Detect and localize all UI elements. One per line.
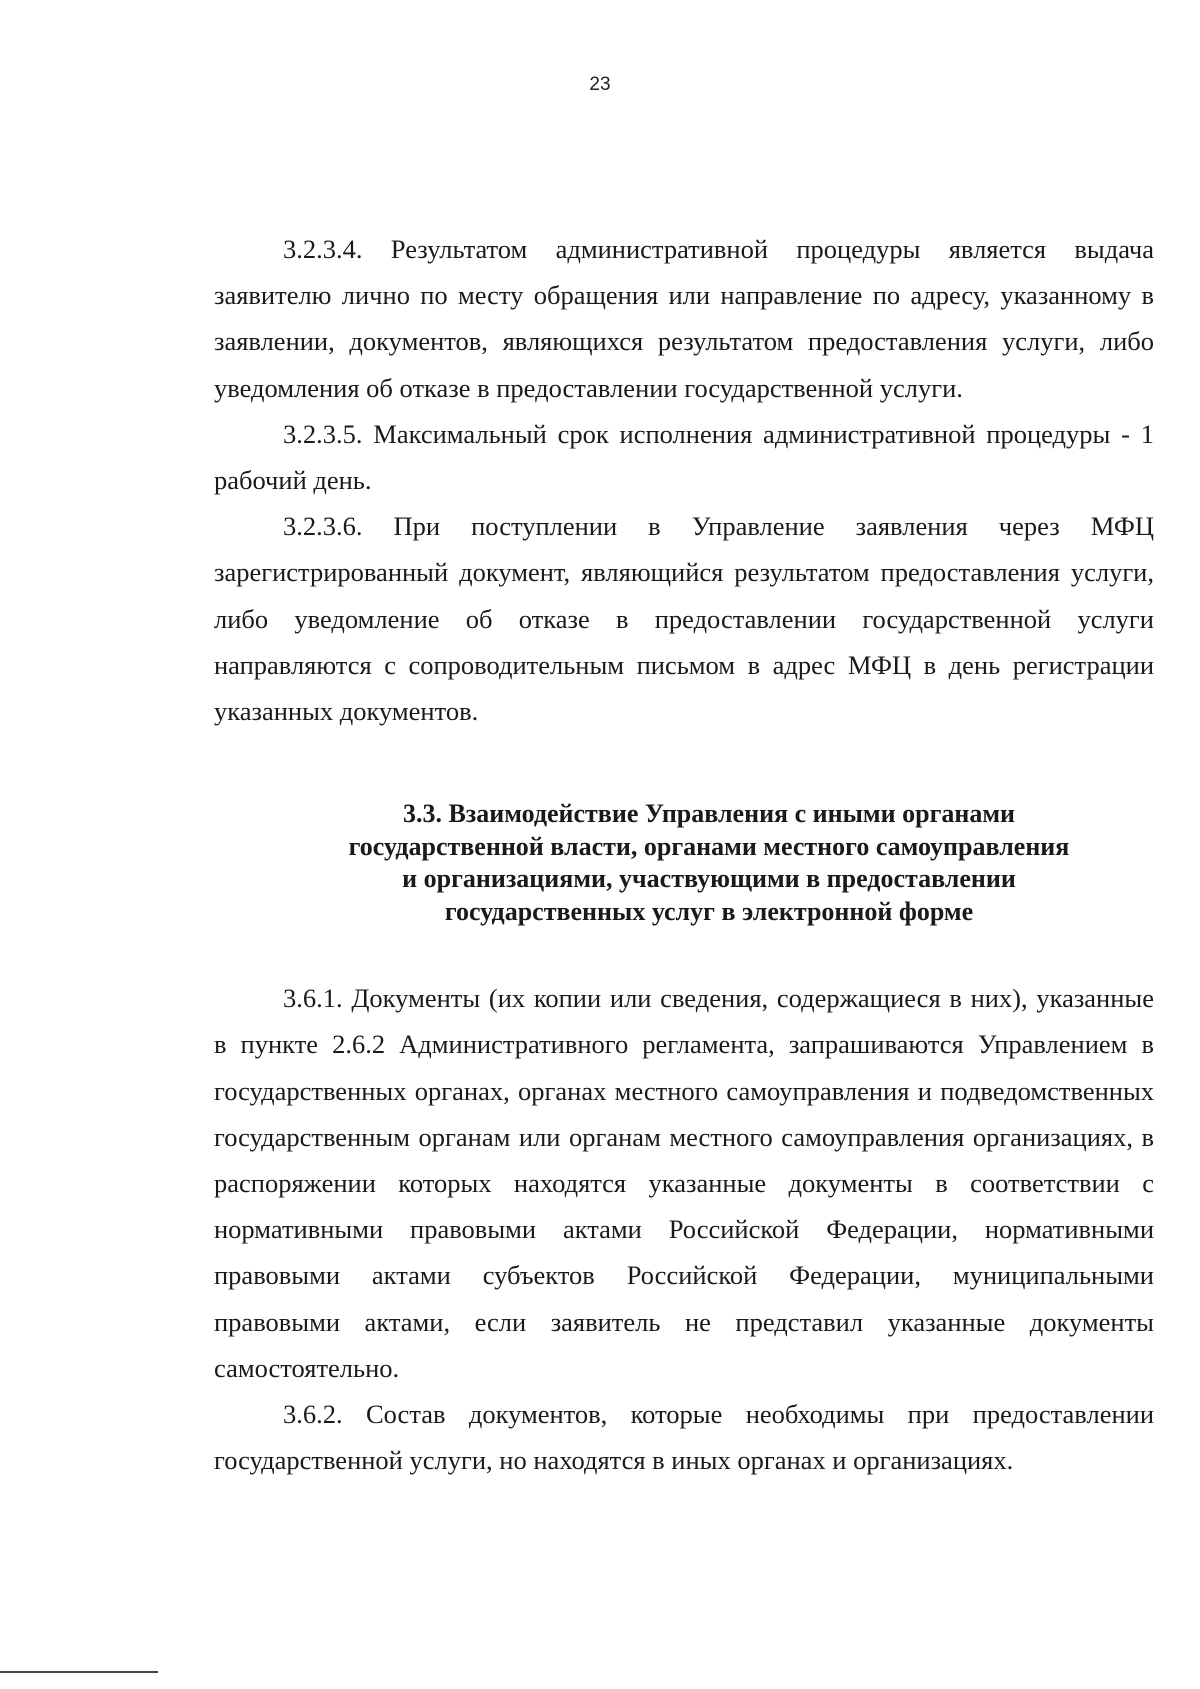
section-heading-line: государственной власти, органами местного самоуправления xyxy=(348,831,1070,861)
paragraph-3-6-2: 3.6.2. Состав документов, которые необходимы при предоставлении государственной услуги, но находятся в иных органах и организациях. xyxy=(214,1399,1154,1476)
section-heading-line: 3.3. Взаимодействие Управления с иными органами xyxy=(402,799,1016,829)
document-body xyxy=(214,226,1154,1483)
page-number: 23 xyxy=(589,74,611,95)
section-heading-line: и организациями, участвующими в предоставлении xyxy=(402,864,1016,894)
paragraph-3-2-3-4: 3.2.3.4. Результатом административной процедуры является выдача заявителю лично по месту обращения или направление по адресу, указанному в заявлении, документов, являющихся результатом предоставления услуги, либо уведомления об отказе в предоставлении государственной услуги. xyxy=(214,234,1154,403)
paragraph-3-2-3-6: 3.2.3.6. При поступлении в Управление заявления через МФЦ зарегистрированный документ, являющийся результатом предоставления услуги, либо уведомление об отказе в предоставлении государственной услуги направляются с сопроводительным письмом в адрес МФЦ в день регистрации указанных документов. xyxy=(214,511,1154,727)
section-heading-line: государственных услуг в электронной форме xyxy=(444,896,974,926)
footnote-separator-line xyxy=(0,1671,158,1673)
section-heading-3-3 xyxy=(214,798,1154,928)
paragraph-3-2-3-5: 3.2.3.5. Максимальный срок исполнения административной процедуры - 1 рабочий день. xyxy=(214,418,1154,496)
paragraph-3-6-1: 3.6.1. Документы (их копии или сведения, содержащиеся в них), указанные в пункте 2.6.2 Административного регламента, запрашиваются Управлением в государственных органах, органах местного самоуправления и подведомственных государственным органам или органам местного самоуправления организациях, в распоряжении которых находятся указанные документы в соответствии с нормативными правовыми актами Российской Федерации, нормативными правовыми актами субъектов Российской Федерации, муниципальными правовыми актами, если заявитель не представил указанные документы самостоятельно. xyxy=(214,983,1154,1383)
